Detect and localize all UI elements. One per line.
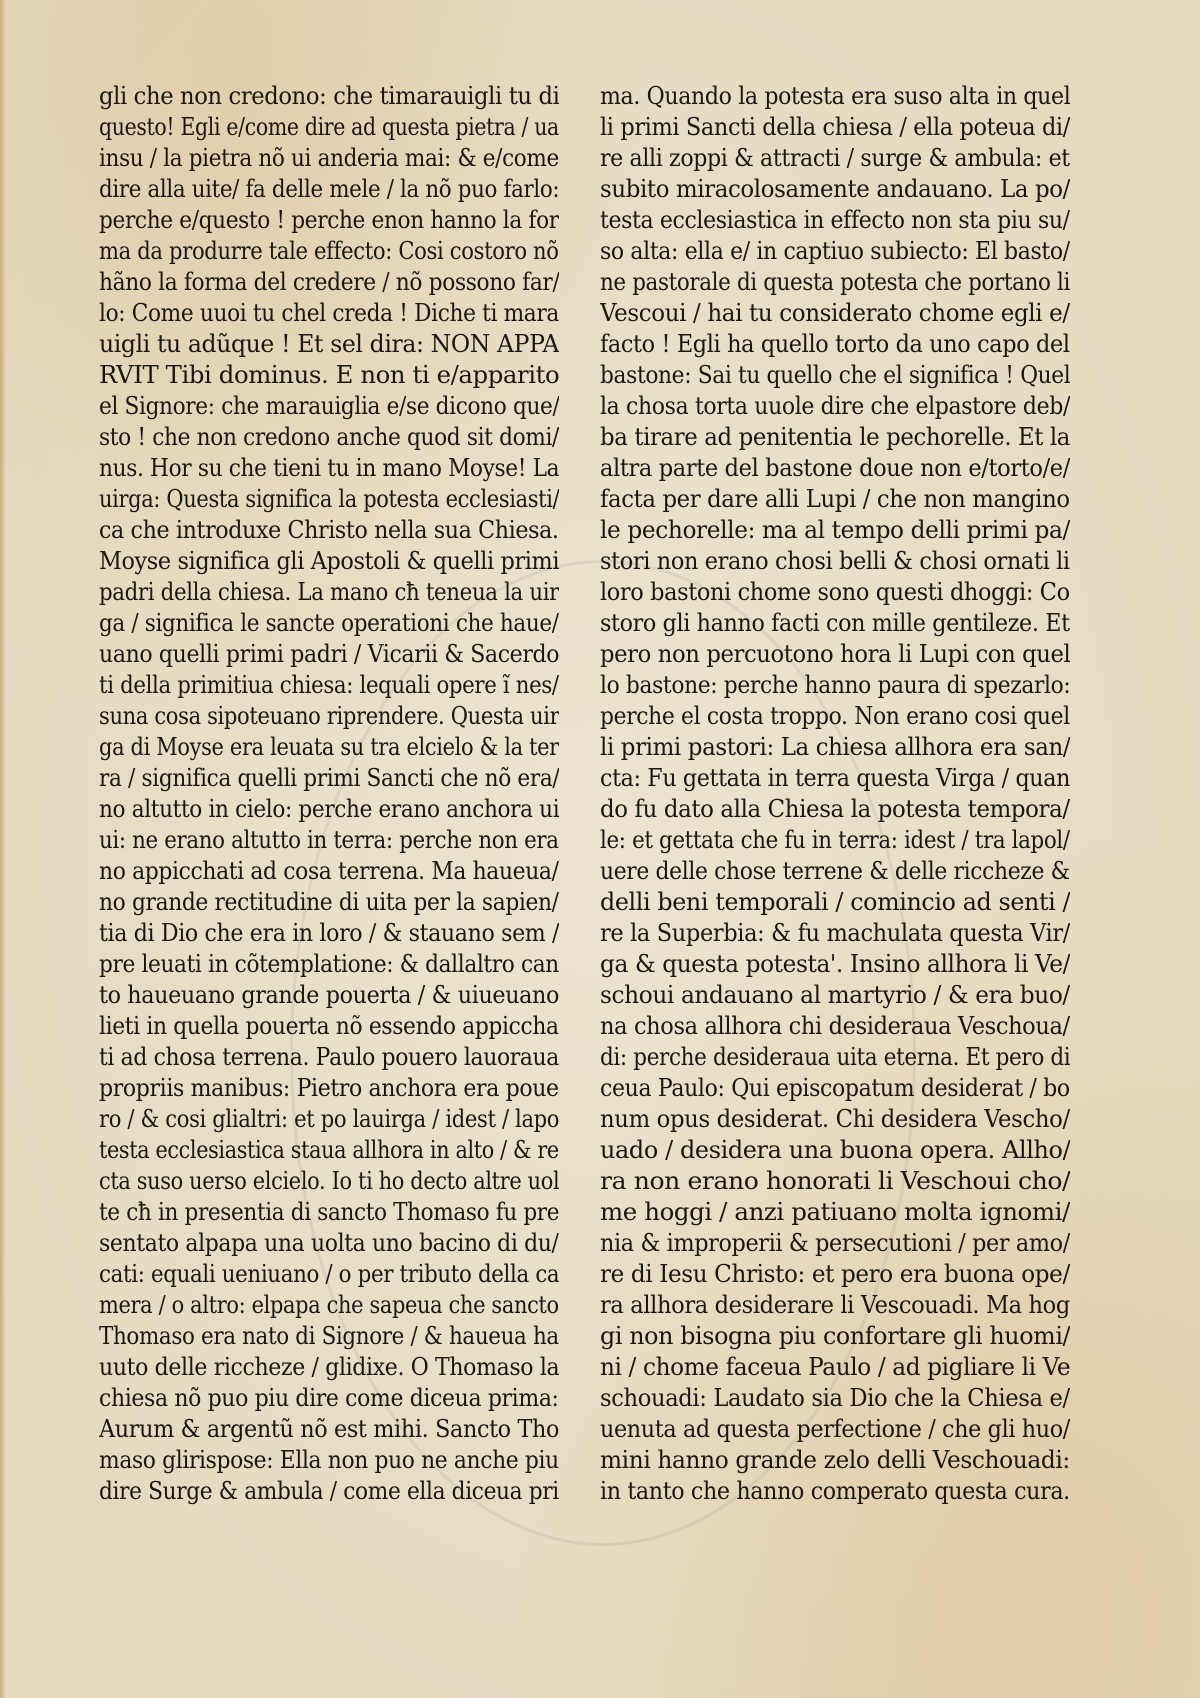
text-line-content: Thomaso era nato di Signore / & haueua ha	[99, 1321, 559, 1350]
text-line-content: ca che introduxe Christo nella sua Chiesa.	[99, 515, 559, 544]
text-line-content: pre leuati in cõtemplatione: & dallaltro can	[99, 949, 559, 978]
text-line-content: le pechorelle: ma al tempo delli primi pa/	[600, 515, 1070, 544]
text-line	[99, 483, 559, 514]
text-line	[600, 793, 1070, 824]
text-line-content: ne pastorale di questa potesta che portano li	[600, 267, 1070, 296]
text-line-content: li primi pastori: La chiesa allhora era san/	[600, 732, 1070, 761]
text-line-content: li primi Sancti della chiesa / ella poteua di/	[600, 112, 1070, 141]
text-line	[99, 979, 559, 1010]
text-line-content: questo! Egli e/come dire ad questa pietra / ua	[99, 112, 559, 141]
text-line-content: uirga: Questa significa la potesta ecclesiasti/	[99, 484, 559, 513]
text-line	[600, 142, 1070, 173]
text-line-content: re di Iesu Christo: et pero era buona ope/	[600, 1259, 1070, 1288]
text-line	[600, 1165, 1070, 1196]
text-line-content: facta per dare alli Lupi / che non mangino	[600, 484, 1070, 513]
text-line-content: propriis manibus: Pietro anchora era poue	[99, 1073, 559, 1102]
text-line-content: bastone: Sai tu quello che el significa ! Quel	[600, 360, 1070, 389]
text-line	[99, 1258, 559, 1289]
text-line-content: ra non erano honorati li Veschoui cho/	[600, 1166, 1070, 1195]
text-line	[99, 824, 559, 855]
text-line	[99, 359, 559, 390]
text-line-content: in tanto che hanno comperato questa cura.	[600, 1476, 1070, 1505]
text-line	[99, 1165, 559, 1196]
text-line-content: re la Superbia: & fu machulata questa Vir/	[600, 918, 1070, 947]
text-line	[600, 545, 1070, 576]
left-text-column	[99, 80, 559, 1506]
text-line	[99, 948, 559, 979]
text-line-content: la chosa torta uuole dire che elpastore deb/	[600, 391, 1070, 420]
text-line	[99, 1041, 559, 1072]
text-line-content: Moyse significa gli Apostoli & quelli primi	[99, 546, 559, 575]
text-line	[99, 297, 559, 328]
text-line	[99, 576, 559, 607]
text-line	[99, 1289, 559, 1320]
text-line	[99, 1475, 559, 1506]
text-line-content: ro / & cosi glialtri: et po lauirga / idest / lapo	[99, 1104, 559, 1133]
text-line-content: num opus desiderat. Chi desidera Vescho/	[600, 1104, 1070, 1133]
text-line-content: chiesa nõ puo piu dire come diceua prima:	[99, 1383, 559, 1412]
text-line-content: to haueuano grande pouerta / & uiueuano	[99, 980, 559, 1009]
text-line	[600, 1444, 1070, 1475]
text-line	[600, 731, 1070, 762]
text-line	[600, 1134, 1070, 1165]
text-line-content: gi non bisogna piu confortare gli huomi/	[600, 1321, 1070, 1350]
text-line-content: el Signore: che marauiglia e/se dicono que/	[99, 391, 559, 420]
text-line-content: uado / desidera una buona opera. Allho/	[600, 1135, 1070, 1164]
text-line-content: ma. Quando la potesta era suso alta in quel	[600, 81, 1070, 110]
text-line-content: mera / o altro: elpapa che sapeua che sancto	[99, 1290, 559, 1319]
text-line-content: ui: ne erano altutto in terra: perche non era	[99, 825, 559, 854]
text-line	[99, 917, 559, 948]
text-line	[600, 297, 1070, 328]
text-line	[600, 762, 1070, 793]
text-line	[99, 638, 559, 669]
text-line	[99, 1444, 559, 1475]
text-line-content: schouadi: Laudato sia Dio che la Chiesa e/	[600, 1383, 1070, 1412]
text-line	[99, 1382, 559, 1413]
text-line	[600, 1103, 1070, 1134]
text-line-content: storo gli hanno facti con mille gentileze. Et	[600, 608, 1070, 637]
text-line-content: lo bastone: perche hanno paura di spezarlo:	[600, 670, 1070, 699]
text-line	[600, 576, 1070, 607]
text-line-content: re alli zoppi & attracti / surge & ambula: et	[600, 143, 1070, 172]
text-line	[600, 948, 1070, 979]
text-line	[99, 390, 559, 421]
text-line-content: facto ! Egli ha quello torto da uno capo del	[600, 329, 1070, 358]
text-line-content: mini hanno grande zelo delli Veschouadi:	[600, 1445, 1070, 1474]
text-line-content: ba tirare ad penitentia le pechorelle. Et la	[600, 422, 1070, 451]
text-line-content: Aurum & argentũ nõ est mihi. Sancto Tho	[99, 1414, 559, 1443]
text-line	[600, 1258, 1070, 1289]
text-line-content: suna cosa sipoteuano riprendere. Questa uir	[99, 701, 559, 730]
text-line-content: gli che non credono: che timarauigli tu di	[99, 81, 559, 110]
text-line	[99, 80, 559, 111]
text-line-content: insu / la pietra nõ ui anderia mai: & e/come	[99, 143, 559, 172]
text-line-content: uuto delle riccheze / glidixe. O Thomaso la	[99, 1352, 559, 1381]
text-line	[600, 452, 1070, 483]
text-line	[600, 111, 1070, 142]
text-line-content: uano quelli primi padri / Vicarii & Sacerdo	[99, 639, 559, 668]
text-line	[99, 855, 559, 886]
text-line-content: nia & improperii & persecutioni / per amo/	[600, 1228, 1070, 1257]
text-line	[600, 80, 1070, 111]
text-line-content: di: perche desideraua uita eterna. Et pero di	[600, 1042, 1070, 1071]
text-line	[99, 700, 559, 731]
text-line	[99, 545, 559, 576]
text-line	[99, 1413, 559, 1444]
text-line	[99, 1103, 559, 1134]
text-line-content: me hoggi / anzi patiuano molta ignomi/	[600, 1197, 1070, 1226]
text-line	[600, 700, 1070, 731]
text-line	[600, 669, 1070, 700]
text-line	[99, 173, 559, 204]
text-line-content: lieti in quella pouerta nõ essendo appiccha	[99, 1011, 559, 1040]
text-line-content: testa ecclesiastica in effecto non sta piu su/	[600, 205, 1070, 234]
text-line	[99, 886, 559, 917]
text-line	[600, 1289, 1070, 1320]
text-line	[600, 1413, 1070, 1444]
text-line	[600, 917, 1070, 948]
text-line	[600, 824, 1070, 855]
text-line	[99, 111, 559, 142]
text-line-content: stori non erano chosi belli & chosi ornati li	[600, 546, 1070, 575]
text-line-content: perche e/questo ! perche enon hanno la for	[99, 205, 559, 234]
right-text-column	[600, 80, 1070, 1506]
text-line	[600, 1320, 1070, 1351]
text-line	[99, 1196, 559, 1227]
text-line-content: so alta: ella e/ in captiuo subiecto: El basto/	[600, 236, 1070, 265]
text-line	[99, 731, 559, 762]
text-line	[600, 1072, 1070, 1103]
text-line-content: no grande rectitudine di uita per la sapien/	[99, 887, 559, 916]
text-line-content: ti della primitiua chiesa: lequali opere ĩ nes/	[99, 670, 559, 699]
text-line	[600, 359, 1070, 390]
text-line	[99, 1227, 559, 1258]
text-line-content: uigli tu adũque ! Et sel dira: NON APPA	[99, 329, 559, 358]
text-line	[99, 607, 559, 638]
text-line-content: maso glirispose: Ella non puo ne anche piu	[99, 1445, 559, 1474]
text-line-content: sentato alpapa una uolta uno bacino di du/	[99, 1228, 559, 1257]
text-line-content: ceua Paulo: Qui episcopatum desiderat / bo	[600, 1073, 1070, 1102]
text-line-content: le: et gettata che fu in terra: idest / tra lapol/	[600, 825, 1070, 854]
text-line-content: padri della chiesa. La mano cħ teneua la uir	[99, 577, 559, 606]
page-edge	[0, 0, 6, 1698]
text-line	[99, 793, 559, 824]
text-line-content: sto ! che non credono anche quod sit domi/	[99, 422, 559, 451]
text-line-content: testa ecclesiastica staua allhora in alto / & re	[99, 1135, 559, 1164]
text-line	[99, 204, 559, 235]
text-line	[600, 1041, 1070, 1072]
text-line-content: dire alla uite/ fa delle mele / la nõ puo farlo:	[99, 174, 559, 203]
text-line	[600, 1351, 1070, 1382]
text-line-content: na chosa allhora chi desideraua Veschoua/	[600, 1011, 1070, 1040]
text-line	[600, 266, 1070, 297]
text-line-content: ma da produrre tale effecto: Cosi costoro nõ	[99, 236, 559, 265]
text-line	[600, 1382, 1070, 1413]
text-line	[99, 669, 559, 700]
text-line-content: subito miracolosamente andauano. La po/	[600, 174, 1070, 203]
text-line-content: ga di Moyse era leuata su tra elcielo & la ter	[99, 732, 559, 761]
text-line	[99, 762, 559, 793]
text-line-content: ra / significa quelli primi Sancti che nõ era/	[99, 763, 559, 792]
text-line-content: schoui andauano al martyrio / & era buo/	[600, 980, 1070, 1009]
text-line	[600, 1010, 1070, 1041]
text-line-content: cati: equali ueniuano / o per tributo della ca	[99, 1259, 559, 1288]
text-line-content: altra parte del bastone doue non e/torto/e/	[600, 453, 1070, 482]
text-line	[600, 328, 1070, 359]
text-line-content: loro bastoni chome sono questi dhoggi: Co	[600, 577, 1070, 606]
text-line	[600, 390, 1070, 421]
text-line-content: delli beni temporali / comincio ad senti /	[600, 887, 1070, 916]
text-line	[99, 266, 559, 297]
text-line-content: uenuta ad questa perfectione / che gli huo/	[600, 1414, 1070, 1443]
text-line-content: ti ad chosa terrena. Paulo pouero lauoraua	[99, 1042, 559, 1071]
text-line-content: do fu dato alla Chiesa la potesta tempora/	[600, 794, 1070, 823]
text-line-content: no appicchati ad cosa terrena. Ma haueua/	[99, 856, 559, 885]
text-line	[99, 1320, 559, 1351]
text-line	[600, 483, 1070, 514]
text-line	[99, 328, 559, 359]
text-line-content: cta: Fu gettata in terra questa Virga / quan	[600, 763, 1070, 792]
text-line	[600, 514, 1070, 545]
text-line	[600, 204, 1070, 235]
text-line-content: ra allhora desiderare li Vescouadi. Ma hog	[600, 1290, 1070, 1319]
text-line	[600, 235, 1070, 266]
text-line-content: perche el costa troppo. Non erano cosi quel	[600, 701, 1070, 730]
text-line-content: tia di Dio che era in loro / & stauano sem /	[99, 918, 559, 947]
text-line-content: pero non percuotono hora li Lupi con quel	[600, 639, 1070, 668]
text-line	[600, 979, 1070, 1010]
text-line-content: RVIT Tibi dominus. E non ti e/apparito	[99, 360, 559, 389]
text-line-content: ni / chome faceua Paulo / ad pigliare li Ve	[600, 1352, 1070, 1381]
text-line	[600, 886, 1070, 917]
text-line-content: no altutto in cielo: perche erano anchora ui	[99, 794, 559, 823]
text-line	[600, 855, 1070, 886]
text-line	[99, 514, 559, 545]
text-line	[99, 1010, 559, 1041]
text-line	[600, 1227, 1070, 1258]
text-line	[600, 1475, 1070, 1506]
text-line	[600, 173, 1070, 204]
text-line-content: nus. Hor su che tieni tu in mano Moyse! La	[99, 453, 559, 482]
text-line	[99, 421, 559, 452]
text-line	[99, 452, 559, 483]
text-line-content: ga / significa le sancte operationi che haue/	[99, 608, 559, 637]
text-line-content: Vescoui / hai tu considerato chome egli e/	[600, 298, 1070, 327]
text-line-content: lo: Come uuoi tu chel creda ! Diche ti mara	[99, 298, 559, 327]
text-line-content: ga & questa potesta'. Insino allhora li Ve/	[600, 949, 1070, 978]
text-line	[600, 638, 1070, 669]
text-line-content: dire Surge & ambula / come ella diceua pri	[99, 1476, 559, 1505]
text-line	[99, 142, 559, 173]
text-line	[99, 1134, 559, 1165]
text-line	[99, 235, 559, 266]
text-line	[99, 1351, 559, 1382]
text-line	[600, 1196, 1070, 1227]
text-line-content: hãno la forma del credere / nõ possono far/	[99, 267, 559, 296]
text-line	[99, 1072, 559, 1103]
text-line	[600, 421, 1070, 452]
text-line-content: te cħ in presentia di sancto Thomaso fu pre	[99, 1197, 559, 1226]
text-line	[600, 607, 1070, 638]
text-line-content: cta suso uerso elcielo. Io ti ho decto altre uol	[99, 1166, 559, 1195]
text-line-content: uere delle chose terrene & delle riccheze &	[600, 856, 1070, 885]
